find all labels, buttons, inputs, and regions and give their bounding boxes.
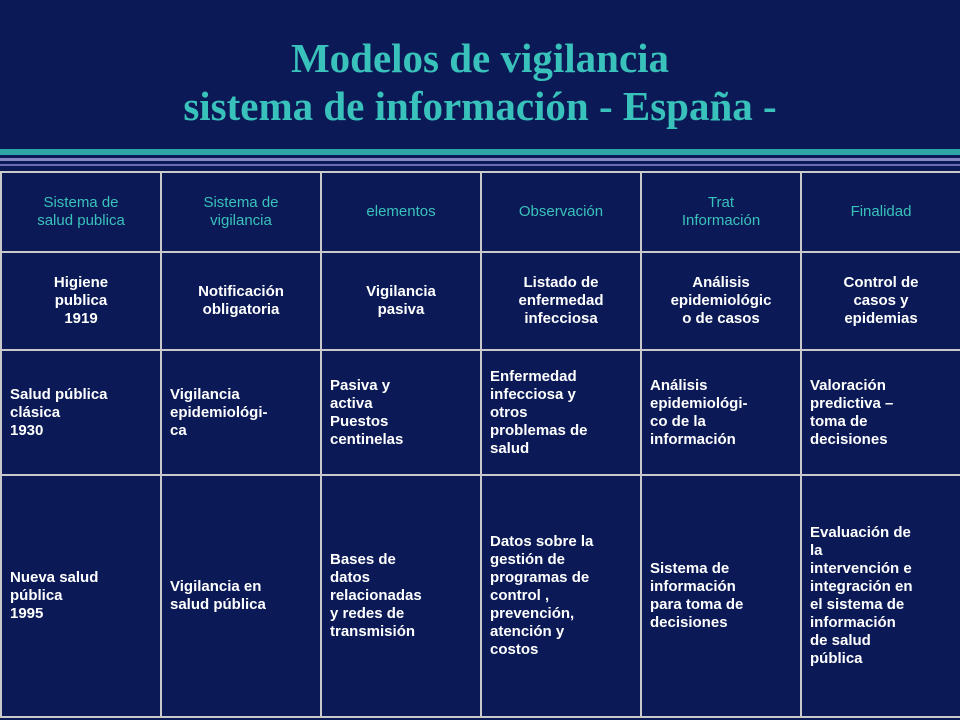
cell-text-line: Sistema de	[650, 560, 730, 577]
cell-text-line: infecciosa	[524, 310, 598, 327]
cell-text-line: 1919	[64, 310, 98, 327]
cell-text-line: decisiones	[650, 614, 728, 631]
cell-text-line: enfermedad	[518, 292, 604, 309]
table-row	[1, 252, 960, 350]
cell-text-line: problemas de	[490, 421, 588, 439]
cell-text-line: de salud	[810, 632, 871, 649]
cell-text-line: Bases de	[330, 551, 396, 568]
cell-text-line: transmisión	[330, 623, 416, 640]
table-cell	[481, 350, 641, 475]
cell-text-line: Vigilancia en	[170, 578, 262, 595]
cell-text-line: Valoración	[810, 376, 886, 394]
cell-text-line: gestión de	[490, 551, 566, 568]
column-header-label: Trat	[707, 194, 735, 211]
column-header-label: Sistema de	[43, 194, 119, 211]
column-header	[161, 172, 321, 252]
table-cell	[321, 350, 481, 475]
cell-text-line: epidemiológi-	[170, 403, 268, 421]
slide-title-line-1: Modelos de vigilancia	[290, 35, 670, 81]
cell-text-line: Vigilancia	[170, 385, 240, 403]
cell-text-line: pública	[810, 650, 863, 667]
cell-text-line: epidemiológi-	[650, 394, 748, 412]
table-row	[1, 475, 960, 717]
cell-text-line: o de casos	[682, 310, 760, 327]
cell-text-line: Pasiva y	[330, 376, 391, 394]
cell-text-line: salud	[490, 439, 530, 457]
cell-text-line: casos y	[853, 292, 909, 309]
divider-bar-thick	[0, 149, 960, 155]
cell-text-line: intervención e	[810, 560, 912, 577]
cell-text-line: Listado de	[523, 274, 599, 291]
table-cell	[481, 475, 641, 717]
table-cell	[801, 350, 960, 475]
column-header-label: Información	[681, 212, 761, 229]
table-cell	[481, 252, 641, 350]
table-cell	[1, 475, 161, 717]
cell-text-line: la	[810, 542, 823, 559]
table-cell	[1, 350, 161, 475]
cell-text-line: y redes de	[330, 605, 405, 622]
cell-text-line: Higiene	[53, 274, 109, 291]
column-header-label: Observación	[518, 203, 604, 220]
cell-text-line: Enfermedad	[490, 367, 577, 385]
cell-text-line: Evaluación de	[810, 524, 911, 541]
cell-text-line: Datos sobre la	[490, 533, 594, 550]
slide-title	[0, 34, 960, 130]
cell-text-line: Análisis	[650, 376, 708, 394]
cell-text-line: otros	[490, 403, 528, 421]
cell-text-line: epidemias	[844, 310, 918, 327]
cell-text-line: epidemiológic	[670, 292, 772, 309]
cell-text-line: control ,	[490, 587, 550, 604]
cell-text-line: ca	[170, 421, 187, 439]
slide-title-line-2: sistema de información - España -	[183, 83, 777, 129]
cell-text-line: el sistema de	[810, 596, 905, 613]
surveillance-models-table	[0, 171, 960, 718]
cell-text-line: datos	[330, 569, 371, 586]
table-cell	[161, 475, 321, 717]
cell-text-line: Puestos	[330, 412, 389, 430]
cell-text-line: 1995	[10, 605, 44, 622]
column-header	[801, 172, 960, 252]
table-cell	[321, 252, 481, 350]
column-header-label: elementos	[366, 203, 436, 220]
divider-bar-mid	[0, 158, 960, 161]
cell-text-line: co de la	[650, 412, 706, 430]
cell-text-line: Nueva salud	[10, 569, 99, 586]
cell-text-line: activa	[330, 394, 373, 412]
cell-text-line: información	[650, 578, 736, 595]
table-cell	[641, 475, 801, 717]
cell-text-line: Salud pública	[10, 385, 108, 403]
cell-text-line: relacionadas	[330, 587, 422, 604]
column-header	[1, 172, 161, 252]
cell-text-line: información	[650, 430, 736, 448]
cell-text-line: 1930	[10, 421, 44, 439]
cell-text-line: pública	[10, 587, 63, 604]
column-header-label: Sistema de	[203, 194, 279, 211]
cell-text-line: predictiva –	[810, 394, 894, 412]
cell-text-line: obligatoria	[202, 301, 280, 318]
cell-text-line: pasiva	[377, 301, 425, 318]
cell-text-line: para toma de	[650, 596, 744, 613]
cell-text-line: integración en	[810, 578, 913, 595]
cell-text-line: centinelas	[330, 430, 404, 448]
table-cell	[1, 252, 161, 350]
cell-text-line: programas de	[490, 569, 590, 586]
table-cell	[161, 252, 321, 350]
cell-text-line: Análisis	[692, 274, 750, 291]
table-cell	[641, 252, 801, 350]
cell-text-line: información	[810, 614, 896, 631]
cell-text-line: toma de	[810, 412, 868, 430]
column-header	[321, 172, 481, 252]
cell-text-line: publica	[54, 292, 108, 309]
table-cell	[801, 475, 960, 717]
decorative-divider	[0, 147, 960, 169]
column-header-label: Finalidad	[850, 203, 912, 220]
cell-text-line: Control de	[843, 274, 919, 291]
cell-text-line: Vigilancia	[366, 283, 436, 300]
column-header-label: salud publica	[37, 212, 125, 229]
cell-text-line: prevención,	[490, 605, 575, 622]
cell-text-line: decisiones	[810, 430, 888, 448]
column-header	[481, 172, 641, 252]
table-cell	[801, 252, 960, 350]
cell-text-line: atención y	[490, 623, 565, 640]
table-row	[1, 350, 960, 475]
cell-text-line: Notificación	[198, 283, 284, 300]
table-cell	[641, 350, 801, 475]
column-header	[641, 172, 801, 252]
column-header-label: vigilancia	[210, 212, 272, 229]
table-cell	[161, 350, 321, 475]
cell-text-line: infecciosa y	[490, 385, 576, 403]
table-cell	[321, 475, 481, 717]
cell-text-line: salud pública	[170, 596, 266, 613]
divider-bar-thin	[0, 164, 960, 166]
cell-text-line: costos	[490, 641, 539, 658]
cell-text-line: clásica	[10, 403, 61, 421]
table-header-row	[1, 172, 960, 252]
